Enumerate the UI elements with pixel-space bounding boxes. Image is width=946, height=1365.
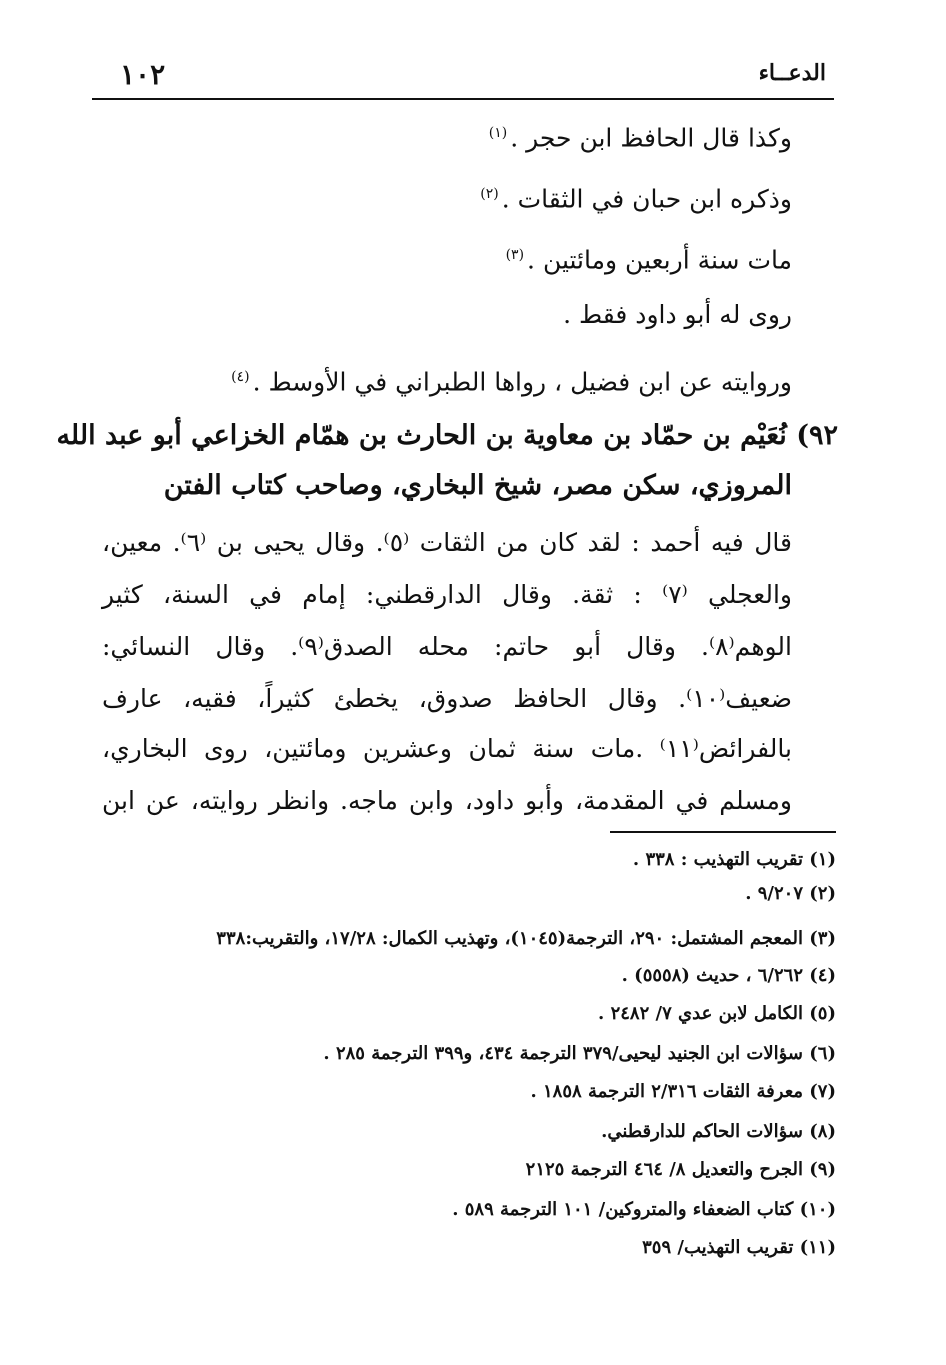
page-header [92, 50, 836, 94]
paragraph-line: ومسلم في المقدمة، وأبو داود، وابن ماجه. وانظر روايته، عن ابن [102, 786, 792, 815]
line-text: وروايته عن ابن فضيل ، رواها الطبراني في الأوسط . [252, 367, 792, 397]
paragraph-line: والعجلي ⁽٧⁾ : ثقة. وقال الدارقطني: إمام في السنة، كثير [102, 580, 792, 609]
entry-heading [56, 416, 838, 456]
footnote: (٩) الجرح والتعديل ٨/ ٤٦٤ الترجمة ٢١٢٥ [525, 1159, 836, 1180]
text-line [563, 296, 792, 334]
entry-heading-cont [164, 466, 792, 506]
line-text: وذكره ابن حبان في الثقات . [501, 184, 792, 214]
paragraph-line: قال فيه أحمد : لقد كان من الثقات ⁽٥⁾. وقال يحيى بن ⁽٦⁾. معين، [102, 528, 792, 557]
footnote-ref[interactable]: (٢) [480, 186, 499, 202]
line-text: روى له أبو داود فقط . [563, 300, 792, 329]
footnote: (٢) ٩/٢٠٧ . [745, 883, 836, 904]
text-line [477, 175, 792, 218]
text-line [486, 114, 792, 157]
footnote: (٥) الكامل لابن عدي ٧/ ٢٤٨٢ . [598, 1003, 836, 1024]
text-line [228, 358, 792, 401]
footnote: (٧) معرفة الثقات ٢/٣١٦ الترجمة ١٨٥٨ . [530, 1081, 836, 1102]
footnote: (٦) سؤالات ابن الجنيد ليحيى/٣٧٩ الترجمة ٤٣٤، و٣٩٩ الترجمة ٢٨٥ . [323, 1043, 836, 1064]
footnote-rule [610, 831, 836, 833]
entry-number: ٩٢) [796, 420, 838, 451]
paragraph-line: ضعيف⁽١٠⁾. وقال الحافظ صدوق، يخطئ كثيراً، فقيه، عارف [102, 684, 792, 713]
footnote-ref[interactable]: (٤) [231, 369, 250, 385]
text-line [503, 236, 792, 279]
line-text: وكذا قال الحافظ ابن حجر . [510, 123, 792, 153]
footnote: (١٠) كتاب الضعفاء والمتروكين/ ١٠١ الترجمة ٥٨٩ . [452, 1199, 836, 1220]
header-rule [92, 98, 834, 100]
footnote-ref[interactable]: (٣) [505, 247, 525, 263]
page-number: ١٠٢ [120, 58, 166, 91]
footnote-ref[interactable]: (١) [488, 125, 508, 141]
entry-heading-line1: نُعَيْم بن حمّاد بن معاوية بن الحارث بن همّام الخزاعي أبو عبد الله [56, 420, 787, 451]
footnote: (١) تقريب التهذيب : ٣٣٨ . [632, 849, 836, 870]
paragraph-line: الوهم⁽٨⁾. وقال أبو حاتم: محله الصدق⁽٩⁾. وقال النسائي: [102, 632, 792, 661]
entry-heading-line2: المروزي، سكن مصر، شيخ البخاري، وصاحب كتاب الفتن [163, 470, 792, 501]
footnote: (٤) ٦/٢٦٢ ، حديث (٥٥٥٨) . [621, 965, 836, 986]
footnote: (٨) سؤالات الحاكم للدارقطني. [601, 1121, 836, 1142]
line-text: مات سنة أربعين ومائتين . [527, 245, 792, 275]
footnote: (٣) المعجم المشتمل: ٢٩٠، الترجمة(١٠٤٥)، وتهذيب الكمال: ١٧/٢٨، والتقريب:٣٣٨ [216, 928, 836, 949]
running-head: الدعــاء [758, 60, 826, 86]
paragraph-line: بالفرائض⁽١١⁾ .مات سنة ثمان وعشرين ومائتين، روى البخاري، [102, 734, 792, 763]
footnote: (١١) تقريب التهذيب/ ٣٥٩ [642, 1237, 836, 1258]
